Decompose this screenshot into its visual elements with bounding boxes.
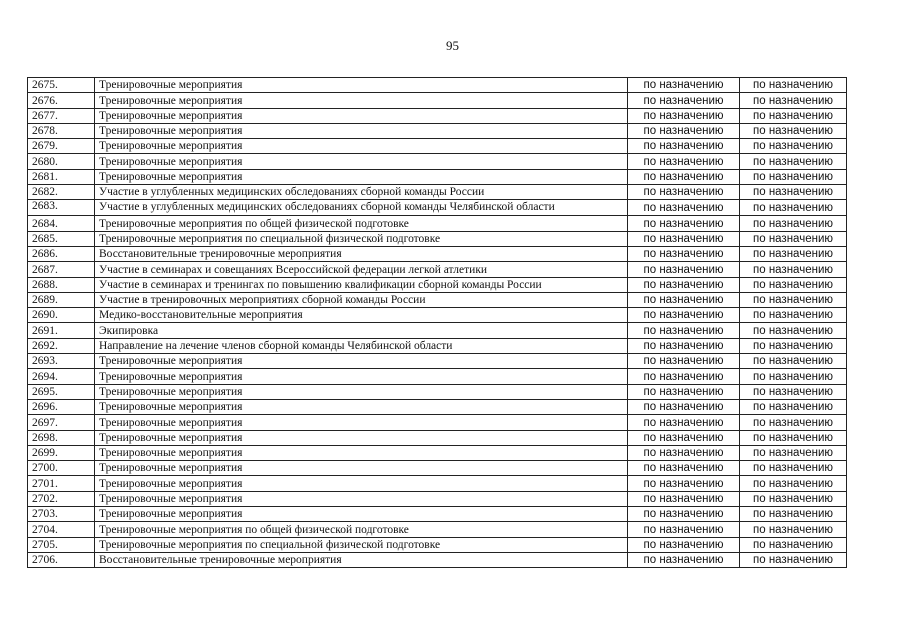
row-col-a: по назначению — [628, 231, 740, 246]
table-row — [28, 354, 847, 369]
table-row — [28, 216, 847, 231]
row-name: Тренировочные мероприятия — [95, 507, 628, 522]
row-col-b: по назначению — [740, 461, 847, 476]
row-col-b: по назначению — [740, 292, 847, 307]
row-col-a: по назначению — [628, 552, 740, 567]
row-number: 2694. — [28, 369, 95, 384]
row-name: Экипировка — [95, 323, 628, 338]
row-number: 2700. — [28, 461, 95, 476]
table-row — [28, 338, 847, 353]
row-col-b: по назначению — [740, 507, 847, 522]
row-col-b: по назначению — [740, 277, 847, 292]
row-name: Тренировочные мероприятия — [95, 123, 628, 138]
row-number: 2691. — [28, 323, 95, 338]
row-col-b: по назначению — [740, 445, 847, 460]
table-row — [28, 185, 847, 200]
row-col-a: по назначению — [628, 139, 740, 154]
table-row — [28, 507, 847, 522]
row-col-b: по назначению — [740, 200, 847, 216]
row-col-a: по назначению — [628, 399, 740, 414]
row-name: Тренировочные мероприятия — [95, 354, 628, 369]
row-number: 2685. — [28, 231, 95, 246]
row-col-b: по назначению — [740, 78, 847, 93]
row-col-a: по назначению — [628, 185, 740, 200]
row-col-a: по назначению — [628, 169, 740, 184]
row-col-a: по назначению — [628, 108, 740, 123]
row-col-b: по назначению — [740, 354, 847, 369]
row-col-b: по назначению — [740, 231, 847, 246]
table-row — [28, 552, 847, 567]
row-name: Тренировочные мероприятия — [95, 491, 628, 506]
row-number: 2682. — [28, 185, 95, 200]
row-number: 2696. — [28, 399, 95, 414]
row-name: Тренировочные мероприятия по специальной физической подготовке — [95, 231, 628, 246]
row-col-b: по назначению — [740, 169, 847, 184]
row-number: 2687. — [28, 262, 95, 277]
row-number: 2678. — [28, 123, 95, 138]
row-name: Участие в семинарах и тренингах по повышению квалификации сборной команды России — [95, 277, 628, 292]
row-col-a: по назначению — [628, 277, 740, 292]
table-row — [28, 415, 847, 430]
table-row — [28, 231, 847, 246]
row-name: Участие в углубленных медицинских обследованиях сборной команды Челябинской области — [95, 200, 628, 216]
row-number: 2698. — [28, 430, 95, 445]
row-number: 2704. — [28, 522, 95, 537]
row-number: 2699. — [28, 445, 95, 460]
row-number: 2690. — [28, 308, 95, 323]
row-col-a: по назначению — [628, 78, 740, 93]
row-col-a: по назначению — [628, 369, 740, 384]
row-name: Тренировочные мероприятия — [95, 78, 628, 93]
row-col-b: по назначению — [740, 338, 847, 353]
table-row — [28, 262, 847, 277]
row-col-a: по назначению — [628, 476, 740, 491]
row-name: Тренировочные мероприятия — [95, 445, 628, 460]
table-row — [28, 277, 847, 292]
row-number: 2701. — [28, 476, 95, 491]
row-col-b: по назначению — [740, 139, 847, 154]
table-row — [28, 384, 847, 399]
row-col-a: по назначению — [628, 507, 740, 522]
table-row — [28, 491, 847, 506]
row-col-a: по назначению — [628, 430, 740, 445]
row-number: 2693. — [28, 354, 95, 369]
row-col-a: по назначению — [628, 537, 740, 552]
table-row — [28, 308, 847, 323]
row-col-b: по назначению — [740, 93, 847, 108]
row-col-b: по назначению — [740, 108, 847, 123]
row-number: 2676. — [28, 93, 95, 108]
row-name: Восстановительные тренировочные мероприятия — [95, 246, 628, 261]
table-row — [28, 78, 847, 93]
row-number: 2688. — [28, 277, 95, 292]
table-row — [28, 323, 847, 338]
row-name: Участие в углубленных медицинских обследованиях сборной команды России — [95, 185, 628, 200]
table-row — [28, 369, 847, 384]
row-col-a: по назначению — [628, 461, 740, 476]
row-name: Тренировочные мероприятия — [95, 476, 628, 491]
row-number: 2692. — [28, 338, 95, 353]
row-col-a: по назначению — [628, 354, 740, 369]
row-number: 2703. — [28, 507, 95, 522]
row-col-a: по назначению — [628, 216, 740, 231]
row-col-b: по назначению — [740, 323, 847, 338]
row-number: 2702. — [28, 491, 95, 506]
row-col-a: по назначению — [628, 323, 740, 338]
table-row — [28, 123, 847, 138]
row-col-a: по назначению — [628, 246, 740, 261]
row-col-a: по назначению — [628, 93, 740, 108]
row-number: 2677. — [28, 108, 95, 123]
row-col-a: по назначению — [628, 123, 740, 138]
row-name: Тренировочные мероприятия — [95, 461, 628, 476]
table-row — [28, 445, 847, 460]
table-row — [28, 461, 847, 476]
table-row — [28, 200, 847, 216]
row-col-b: по назначению — [740, 369, 847, 384]
table-row — [28, 246, 847, 261]
table-row — [28, 430, 847, 445]
table-row — [28, 399, 847, 414]
table-row — [28, 108, 847, 123]
row-col-a: по назначению — [628, 445, 740, 460]
row-number: 2675. — [28, 78, 95, 93]
table-row — [28, 522, 847, 537]
row-name: Направление на лечение членов сборной команды Челябинской области — [95, 338, 628, 353]
row-col-b: по назначению — [740, 552, 847, 567]
row-number: 2697. — [28, 415, 95, 430]
row-name: Тренировочные мероприятия — [95, 369, 628, 384]
row-name: Тренировочные мероприятия по специальной физической подготовке — [95, 537, 628, 552]
table-row — [28, 154, 847, 169]
table-row — [28, 537, 847, 552]
page-number: 95 — [446, 38, 459, 53]
row-col-b: по назначению — [740, 399, 847, 414]
row-name: Тренировочные мероприятия — [95, 154, 628, 169]
row-col-a: по назначению — [628, 338, 740, 353]
row-name: Тренировочные мероприятия — [95, 430, 628, 445]
row-number: 2705. — [28, 537, 95, 552]
row-col-a: по назначению — [628, 522, 740, 537]
row-name: Тренировочные мероприятия по общей физической подготовке — [95, 216, 628, 231]
row-col-b: по назначению — [740, 537, 847, 552]
row-col-b: по назначению — [740, 491, 847, 506]
row-name: Тренировочные мероприятия по общей физической подготовке — [95, 522, 628, 537]
row-col-a: по назначению — [628, 308, 740, 323]
document-table — [27, 77, 847, 568]
row-col-b: по назначению — [740, 185, 847, 200]
row-col-b: по назначению — [740, 522, 847, 537]
row-col-a: по назначению — [628, 384, 740, 399]
row-number: 2695. — [28, 384, 95, 399]
row-number: 2689. — [28, 292, 95, 307]
row-col-b: по назначению — [740, 415, 847, 430]
row-col-b: по назначению — [740, 154, 847, 169]
table-row — [28, 292, 847, 307]
row-number: 2683. — [28, 200, 95, 216]
row-name: Тренировочные мероприятия — [95, 384, 628, 399]
table-row — [28, 93, 847, 108]
row-number: 2706. — [28, 552, 95, 567]
row-name: Тренировочные мероприятия — [95, 399, 628, 414]
row-name: Тренировочные мероприятия — [95, 415, 628, 430]
row-name: Тренировочные мероприятия — [95, 108, 628, 123]
row-name: Тренировочные мероприятия — [95, 139, 628, 154]
table-body — [28, 78, 847, 568]
row-col-b: по назначению — [740, 476, 847, 491]
row-number: 2679. — [28, 139, 95, 154]
row-col-b: по назначению — [740, 384, 847, 399]
table-row — [28, 476, 847, 491]
row-number: 2686. — [28, 246, 95, 261]
row-name: Участие в семинарах и совещаниях Всероссийской федерации легкой атлетики — [95, 262, 628, 277]
row-col-a: по назначению — [628, 292, 740, 307]
row-col-b: по назначению — [740, 430, 847, 445]
row-name: Восстановительные тренировочные мероприятия — [95, 552, 628, 567]
row-col-b: по назначению — [740, 308, 847, 323]
row-name: Медико-восстановительные мероприятия — [95, 308, 628, 323]
row-name: Тренировочные мероприятия — [95, 169, 628, 184]
row-col-b: по назначению — [740, 123, 847, 138]
row-col-a: по назначению — [628, 415, 740, 430]
row-number: 2680. — [28, 154, 95, 169]
row-col-a: по назначению — [628, 200, 740, 216]
row-col-a: по назначению — [628, 491, 740, 506]
table-row — [28, 169, 847, 184]
row-name: Тренировочные мероприятия — [95, 93, 628, 108]
row-number: 2681. — [28, 169, 95, 184]
row-name: Участие в тренировочных мероприятиях сборной команды России — [95, 292, 628, 307]
row-number: 2684. — [28, 216, 95, 231]
row-col-a: по назначению — [628, 154, 740, 169]
row-col-b: по назначению — [740, 262, 847, 277]
row-col-b: по назначению — [740, 216, 847, 231]
table-row — [28, 139, 847, 154]
row-col-a: по назначению — [628, 262, 740, 277]
row-col-b: по назначению — [740, 246, 847, 261]
